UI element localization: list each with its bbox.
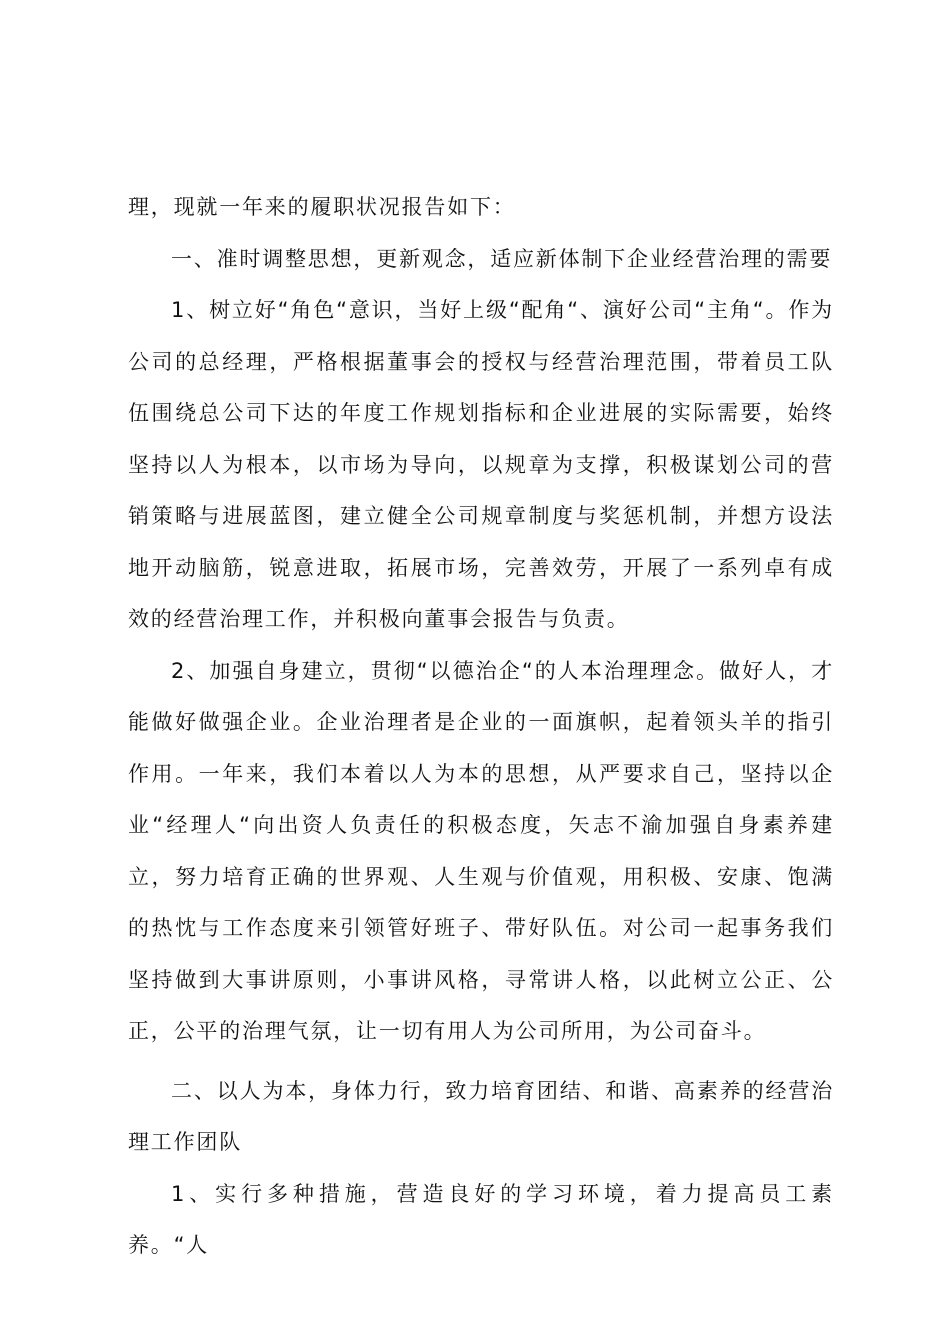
paragraph-continuation: 理，现就一年来的履职状况报告如下： <box>128 195 516 219</box>
paragraph-learning-environment: 1、实行多种措施，营造良好的学习环境，着力提高员工素养。“人 <box>128 1181 834 1257</box>
document-body <box>128 182 834 1272</box>
paragraph-self-development: 2、加强自身建立，贯彻“以德治企“的人本治理理念。做好人，才能做好做强企业。企业治理者是企业的一面旗帜，起着领头羊的指引作用。一年来，我们本着以人为本的思想，从严要求自己，坚持以企业“经理人“向出资人负责任的积极态度，矢志不渝加强自身素养建立，努力培育正确的世界观、人生观与价值观，用积极、安康、饱满的热忱与工作态度来引领管好班子、带好队伍。对公司一起事务我们坚持做到大事讲原则，小事讲风格，寻常讲人格，以此树立公正、公正，公平的治理气氛，让一切有用人为公司所用，为公司奋斗。 <box>128 658 834 1043</box>
paragraph-role-awareness: 1、树立好“角色“意识，当好上级“配角“、演好公司“主角“。作为公司的总经理，严格根据董事会的授权与经营治理范围，带着员工队伍围绕总公司下达的年度工作规划指标和企业进展的实际需要，始终坚持以人为根本，以市场为导向，以规章为支撑，积极谋划公司的营销策略与进展蓝图，建立健全公司规章制度与奖惩机制，并想方设法地开动脑筋，锐意进取，拓展市场，完善效劳，开展了一系列卓有成效的经营治理工作，并积极向董事会报告与负责。 <box>128 298 834 631</box>
section-heading-1: 一、准时调整思想，更新观念，适应新体制下企业经营治理的需要 <box>171 246 833 271</box>
section-heading-2: 二、以人为本，身体力行，致力培育团结、和谐、高素养的经营治理工作团队 <box>128 1078 834 1154</box>
